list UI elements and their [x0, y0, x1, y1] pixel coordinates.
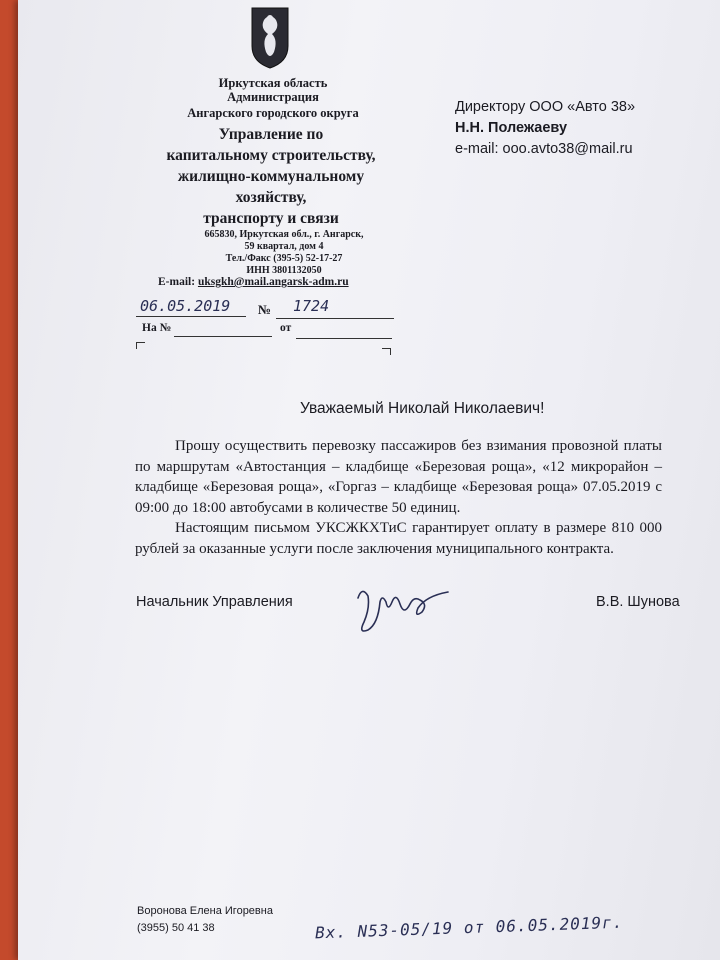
email-value: uksgkh@mail.angarsk-adm.ru: [197, 276, 349, 288]
ref-from-label: от: [280, 322, 292, 334]
addressee-position: Директору ООО «Авто 38»: [455, 99, 636, 115]
registration-date: 06.05.2019: [140, 297, 231, 315]
incoming-registration-note: Вх. N53-05/19 от 06.05.2019г.: [314, 912, 624, 943]
greeting: Уважаемый Николай Николаевич!: [300, 400, 545, 417]
department-line-4: хозяйству,: [235, 189, 307, 206]
addressee-name: Н.Н. Полежаеву: [455, 120, 568, 136]
address-line-1: 665830, Иркутская обл., г. Ангарск,: [204, 229, 364, 240]
department-line-5: транспорту и связи: [203, 210, 339, 227]
paragraph-2: Настоящим письмом УКСЖКХТиС гарантирует оплату в размере 810 000 рублей за оказанные услуги после заключения муниципального контракта.: [135, 520, 662, 557]
corner-mark-right: [382, 348, 391, 355]
coat-of-arms-icon: [250, 6, 290, 70]
registration-number-label: №: [258, 302, 272, 317]
address-line-2: 59 квартал, дом 4: [244, 241, 324, 252]
addressee-block: [455, 97, 635, 160]
signature-title: Начальник Управления: [136, 594, 293, 610]
corner-mark-left: [136, 342, 145, 349]
department-line-2: капитальному строительству,: [166, 147, 376, 164]
addressee-email: e-mail: ooo.avto38@mail.ru: [455, 141, 633, 157]
header-region: Иркутская область: [218, 76, 328, 90]
letter-body: [135, 436, 662, 559]
email-label: E-mail:: [158, 276, 196, 288]
department-line-3: жилищно-коммунальному: [177, 168, 365, 185]
executor-block: [137, 903, 273, 937]
address-line-4: ИНН 3801132050: [246, 265, 322, 276]
signature-name: В.В. Шунова: [596, 594, 680, 610]
handwritten-signature-icon: [348, 578, 458, 638]
address-line-3: Тел./Факс (395-5) 52-17-27: [225, 253, 343, 264]
paragraph-1: Прошу осуществить перевозку пассажиров без взимания провозной платы по маршрутам «Автостанция – кладбище «Березовая роща», «12 микрорайон – кладбище «Березовая роща», «Горгаз – кладбище «Березовая роща» 07.05.2019 с 09:00 до 18:00 автобусами в количестве 50 единиц.: [135, 438, 662, 516]
executor-name: Воронова Елена Игоревна: [137, 905, 273, 917]
registration-number: 1724: [293, 297, 330, 315]
letter-sheet: [18, 0, 720, 960]
executor-phone: (3955) 50 41 38: [137, 922, 215, 934]
header-administration: Администрация: [227, 90, 319, 104]
header-district: Ангарского городского округа: [187, 106, 359, 120]
department-line-1: Управление по: [218, 126, 324, 143]
ref-label: На №: [142, 322, 172, 334]
